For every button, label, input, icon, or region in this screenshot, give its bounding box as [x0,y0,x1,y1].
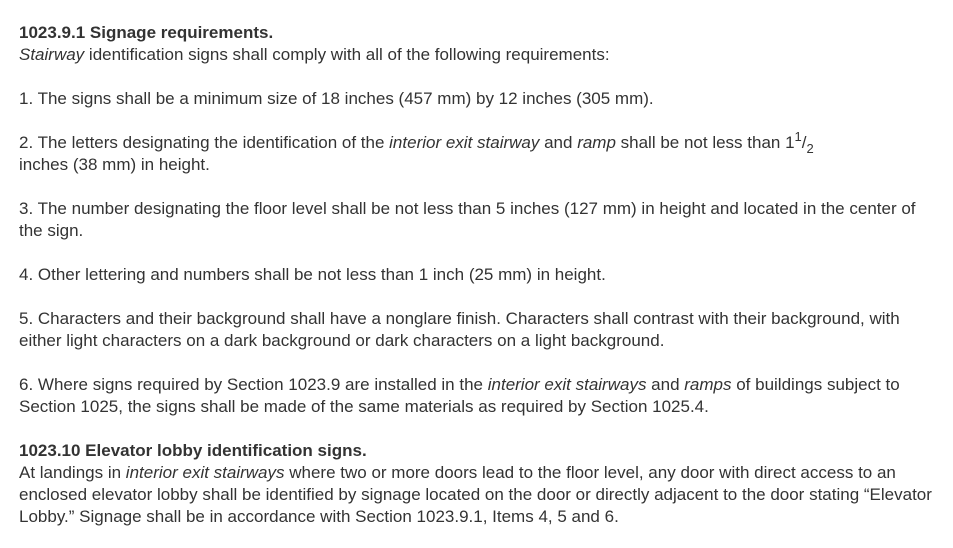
defined-term-interior-exit-stairway: interior exit stairway [389,133,540,152]
section-2-text-a: At landings in [19,463,126,482]
item-6-text-a: 6. Where signs required by Section 1023.9 are installed in the [19,375,488,394]
fraction-denominator: 2 [806,141,814,156]
defined-term-stairway: Stairway [19,45,85,64]
item-6-text-b: and [646,375,685,394]
section-body-1023-10 [19,462,939,528]
section-2-text-b: where two or more doors lead to the floor level, any door with direct access to an enclosed elevator lobby shall be identified by signage located on the door or directly adjacent to the door stating “Elevator Lobby.” Signage shall be in accordance with Section 1023.9.1, Items 4, 5 and 6. [19,463,932,526]
fraction-numerator: 1 [794,129,802,144]
defined-term-ramp: ramp [577,133,616,152]
section-intro [19,44,939,66]
defined-term-interior-exit-stairways-2: interior exit stairways [125,463,285,482]
item-2-text-a: 2. The letters designating the identification of the [19,133,390,152]
requirement-item-3: 3. The number designating the floor level shall be not less than 5 inches (127 mm) in height and located in the center of the sign. [19,199,916,240]
intro-text: identification signs shall comply with all of the following requirements: [84,45,610,64]
requirement-item-1: 1. The signs shall be a minimum size of 18 inches (457 mm) by 12 inches (305 mm). [19,89,654,108]
item-2-text-d: inches (38 mm) in height. [19,155,210,174]
spacer [19,66,939,88]
requirement-item-5: 5. Characters and their background shall have a nonglare finish. Characters shall contrast with their background, with either light characters on a dark background or dark characters on a light background. [19,309,900,350]
defined-term-interior-exit-stairways: interior exit stairways [487,375,647,394]
item-2-text-c: shall be not less than 1 [615,133,795,152]
defined-term-ramps: ramps [684,375,732,394]
section-heading-1023-10: 1023.10 Elevator lobby identification signs. [19,441,367,460]
requirement-item-2 [19,129,939,176]
item-2-text-b: and [539,133,578,152]
requirement-item-4: 4. Other lettering and numbers shall be not less than 1 inch (25 mm) in height. [19,265,606,284]
requirement-item-6 [19,374,939,418]
code-document [19,22,939,528]
item-6-text-c: of buildings subject to Section 1025, the signs shall be made of the same materials as required by Section 1025.4. [19,375,900,416]
section-heading-1023-9-1: 1023.9.1 Signage requirements. [19,23,274,42]
fraction-slash: / [801,133,807,152]
